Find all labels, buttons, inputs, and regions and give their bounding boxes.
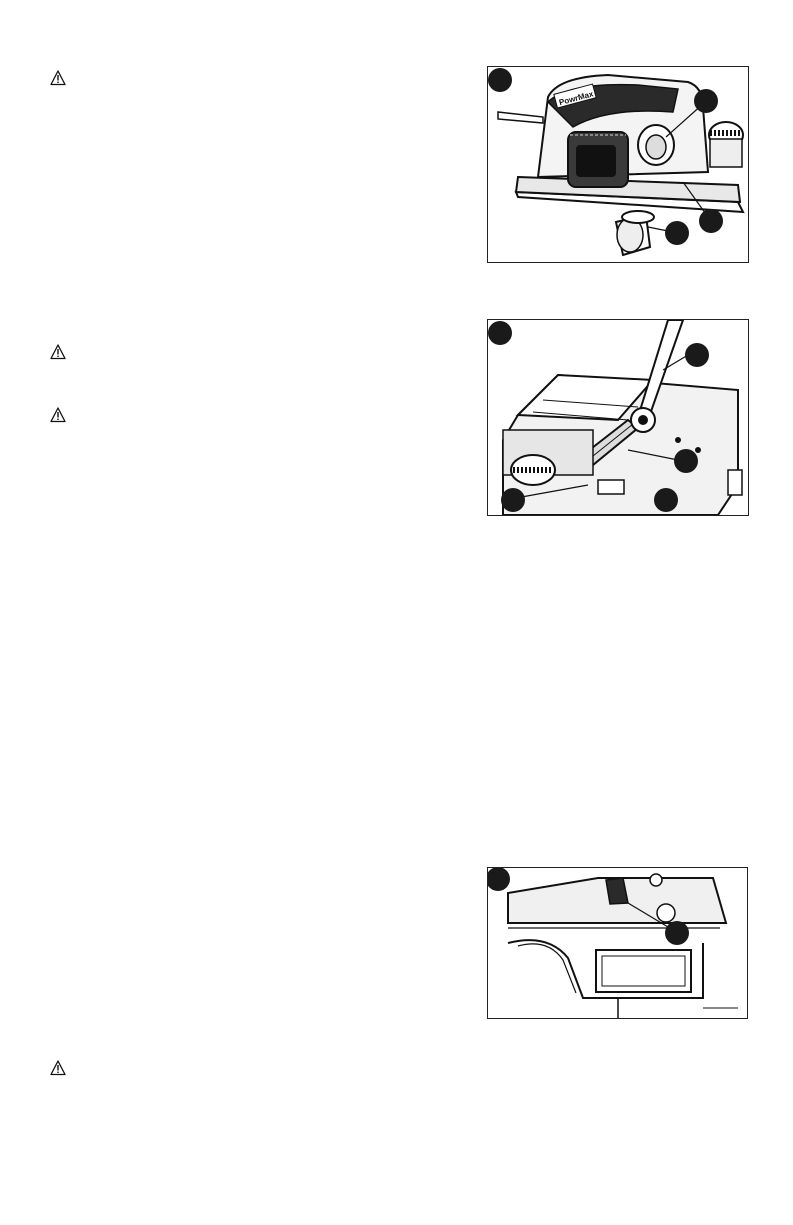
callout-badge: [501, 488, 525, 512]
warning-triangle-icon: [50, 344, 66, 360]
planer-illustration: [488, 67, 748, 262]
callout-badge: [665, 921, 689, 945]
figure-blade-wrench: [487, 319, 749, 516]
warning-triangle-icon: [50, 1060, 66, 1076]
figure-number-badge: [488, 868, 510, 891]
warning-triangle-icon: [50, 407, 66, 423]
callout-badge: [654, 488, 678, 512]
callout-badge: [665, 221, 689, 245]
callout-badge: [674, 449, 698, 473]
brand-mark: PowrMax: [558, 89, 595, 108]
callout-badge: [685, 343, 709, 367]
base-shoe-illustration: [488, 868, 747, 1018]
wrench-illustration: [488, 320, 748, 515]
callout-badge: [699, 209, 723, 233]
callout-badge: [694, 89, 718, 113]
warning-triangle-icon: [50, 70, 66, 86]
figure-number-badge: [488, 68, 512, 92]
figure-number-badge: [488, 321, 512, 345]
figure-base-shoe-detail: [487, 867, 748, 1019]
figure-planer-dust-port: [487, 66, 749, 263]
